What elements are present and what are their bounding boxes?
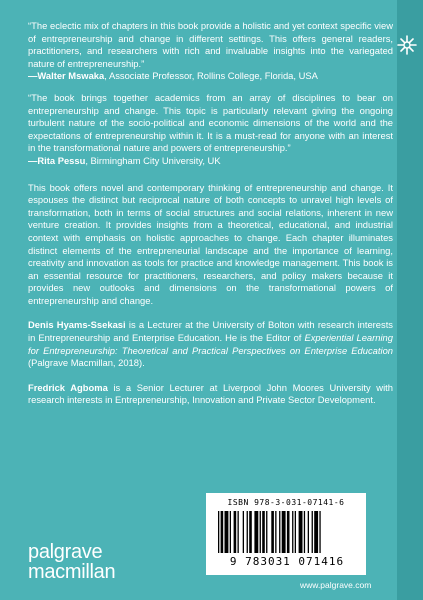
barcode-bars xyxy=(218,511,356,553)
palgrave-star-icon xyxy=(396,34,418,56)
author-name: Fredrick Agboma xyxy=(28,381,108,393)
isbn-text: ISBN 978-3-031-07141-6 xyxy=(227,498,345,507)
bio-text: (Palgrave Macmillan, 2018). xyxy=(28,357,145,369)
book-description: This book offers novel and contemporary thinking of entrepreneurship and change. It espouses the distinct but reciprocal nature of both concepts to unravel high levels of transformation, both in terms of social structures and social relations, inherent in new venture creation. It provides insights from a theoretical, educational, and industrial context with emphasis on holistic approaches to change. Each chapter illuminates distinct elements of the entrepreneurial landscape and the importance of learning, creativity and innovation as tools for practice and knowledge management. This book is an essential resource for practitioners, researchers, and policy makers because it provides new outlooks and dimensions on the transformational powers of entrepreneurship and change. xyxy=(28,181,393,306)
quote-affiliation: , Birmingham City University, UK xyxy=(85,154,221,166)
author-bio xyxy=(28,382,393,407)
review-quote xyxy=(28,92,393,168)
quote-affiliation: , Associate Professor, Rollins College, Florida, USA xyxy=(104,70,318,82)
back-cover-text xyxy=(28,20,393,407)
bio-text: is a Lecturer at the University of Bolton with research interests in Entrepreneurship and Enterprise Education. He is the Editor of xyxy=(28,319,393,344)
quote-attribution xyxy=(28,155,221,166)
publisher-logo xyxy=(28,542,115,582)
quote-attribution xyxy=(28,70,318,81)
bio-text: is a Senior Lecturer at Liverpool John Moores University with research interests in Entrepreneurship, Innovation and Private Sector Development. xyxy=(28,381,393,406)
quote-text: “The book brings together academics from an array of disciplines to bear on entrepreneurship and change. This topic is particularly relevant giving the ongoing turbulent nature of the socio-political and economic dimensions of the world and the expectations of entrepreneurship within it. It is a must-read for anyone with an interest in the transformational nature and powers of entrepreneurship.” xyxy=(28,91,393,154)
publisher-line1: palgrave xyxy=(28,541,103,563)
barcode xyxy=(206,493,366,575)
quote-text: “The eclectic mix of chapters in this book provide a holistic and yet context specific view of entrepreneurship and change in different settings. This offers general readers, practitioners, and researchers with rich and invaluable insights into the variegated nature of entrepreneurship.” xyxy=(28,20,393,69)
quote-author: —Walter Mswaka xyxy=(28,70,105,82)
ean-digits: 9 783031 071416 xyxy=(229,555,345,568)
author-bio xyxy=(28,319,393,369)
book-title: Experiential Learning for Entrepreneurship: Theoretical and Practical Perspectives on Enterprise Education xyxy=(28,332,393,356)
publisher-website: www.palgrave.com xyxy=(300,580,372,590)
publisher-line2: macmillan xyxy=(28,561,116,583)
quote-author: —Rita Pessu xyxy=(28,154,86,166)
spine xyxy=(397,0,423,600)
author-name: Denis Hyams-Ssekasi xyxy=(28,319,126,331)
review-quote xyxy=(28,20,393,83)
